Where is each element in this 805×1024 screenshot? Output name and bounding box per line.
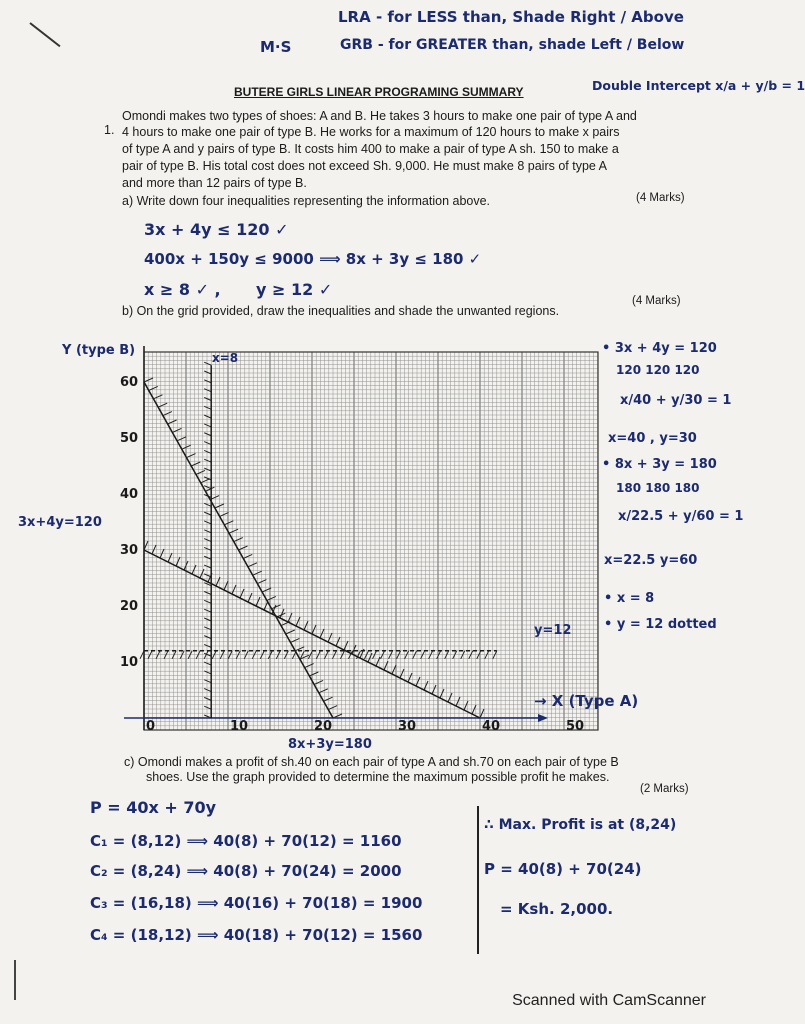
x-tick-label: 20	[314, 719, 333, 734]
hatch-line-1	[304, 621, 308, 630]
hatch-x8	[204, 442, 211, 445]
conclusion-3: = Ksh. 2,000.	[500, 900, 614, 918]
corner-c3: C₃ = (16,18) ⟹ 40(16) + 70(18) = 1900	[90, 894, 423, 912]
part-c-line-1: c) Omondi makes a profit of sh.40 on each pair of type A and sh.70 on each pair of type B	[124, 755, 619, 769]
hatch-x8	[204, 486, 211, 489]
hatch-y12	[340, 651, 344, 659]
hatch-x8	[204, 530, 211, 533]
hatch-y12	[461, 651, 465, 659]
hatch-line-1	[232, 585, 236, 594]
hatch-y12	[172, 651, 176, 659]
hatch-y12	[437, 651, 441, 659]
hatch-y12	[284, 651, 288, 659]
hatch-x8	[204, 706, 211, 709]
rule-lra: LRA - for LESS than, Shade Right / Above	[338, 8, 684, 26]
note-line-10: • y = 12 dotted	[604, 617, 717, 632]
hatch-line-1	[416, 677, 420, 686]
note-line-5: • 8x + 3y = 180	[602, 457, 717, 472]
part-b-marks: (4 Marks)	[632, 295, 681, 307]
hatch-x8	[204, 459, 211, 462]
hatch-line-1	[472, 705, 476, 714]
hatch-x8	[204, 662, 211, 665]
note-line-4: x=40 , y=30	[608, 431, 697, 446]
question-line-3: of type A and y pairs of type B. It costs him 400 to make a pair of type A sh. 150 to make a	[122, 142, 619, 156]
inequality-4: y ≥ 12 ✓	[256, 280, 333, 299]
hatch-y12	[316, 651, 320, 659]
note-line-1: • 3x + 4y = 120	[602, 341, 717, 356]
hatch-line-1	[400, 669, 404, 678]
hatch-x8	[204, 609, 211, 612]
note-line-8: x=22.5 y=60	[604, 553, 698, 568]
y-tick-label: 40	[120, 487, 139, 502]
hatch-y12	[373, 651, 377, 659]
corner-c1: C₁ = (8,12) ⟹ 40(8) + 70(12) = 1160	[90, 832, 402, 850]
y-tick-label: 60	[120, 375, 139, 390]
hatch-line-1	[256, 597, 260, 606]
hatch-line-1	[424, 681, 428, 690]
x-tick-label: 30	[398, 719, 417, 734]
hatch-y12	[148, 651, 152, 659]
question-number: 1.	[104, 123, 115, 137]
hatch-x8	[204, 697, 211, 700]
hatch-y12	[493, 651, 497, 659]
hatch-y12	[413, 651, 417, 659]
page-title: BUTERE GIRLS LINEAR PROGRAMING SUMMARY	[234, 85, 524, 99]
inequality-1: 3x + 4y ≤ 120 ✓	[144, 220, 289, 239]
x-tick-label: 50	[566, 719, 585, 734]
hatch-x8	[204, 521, 211, 524]
hatch-line-1	[168, 553, 172, 562]
hatch-y12	[196, 651, 200, 659]
conclusion-2: P = 40(8) + 70(24)	[484, 860, 642, 878]
hatch-x8	[204, 424, 211, 427]
question-line-2: 4 hours to make one pair of type B. He works for a maximum of 120 hours to make x pairs	[122, 125, 620, 139]
hatch-x8	[204, 433, 211, 436]
hatch-line-1	[248, 593, 252, 602]
hatch-x8	[204, 600, 211, 603]
hatch-y12	[324, 651, 328, 659]
hatch-y12	[445, 651, 449, 659]
question-line-1: Omondi makes two types of shoes: A and B. He takes 3 hours to make one pair of type A and	[122, 109, 637, 123]
hatch-y12	[429, 651, 433, 659]
x8-label: x=8	[212, 351, 239, 365]
hatch-y12	[228, 651, 232, 659]
hatch-line-1	[224, 581, 228, 590]
hatch-x8	[204, 389, 211, 392]
shading-hatches	[140, 362, 497, 718]
part-c-line-2: shoes. Use the graph provided to determine the maximum possible profit he makes.	[146, 770, 610, 784]
x-tick-label: 10	[230, 719, 249, 734]
hatch-y12	[236, 651, 240, 659]
hatch-x8	[204, 680, 211, 683]
hatch-y12	[252, 651, 256, 659]
part-b-prompt: b) On the grid provided, draw the inequalities and shade the unwanted regions.	[122, 304, 560, 318]
note-line-3: x/40 + y/30 = 1	[620, 393, 732, 408]
hatch-x8	[204, 592, 211, 595]
hatch-x8	[204, 397, 211, 400]
hatch-y12	[405, 651, 409, 659]
double-intercept-note: Double Intercept x/a + y/b = 1	[592, 78, 805, 93]
inequality-3: x ≥ 8 ✓ ,	[144, 280, 221, 299]
y12-label: y=12	[534, 623, 572, 638]
profit-function: P = 40x + 70y	[90, 798, 217, 817]
hatch-y12	[180, 651, 184, 659]
hatch-y12	[260, 651, 264, 659]
x-tick-label: 0	[146, 719, 156, 734]
scanner-footer: Scanned with CamScanner	[512, 992, 706, 1009]
note-line-2: 120 120 120	[616, 363, 700, 377]
note-line-6: 180 180 180	[616, 481, 700, 495]
y-tick-label: 10	[120, 655, 139, 670]
hatch-x8	[204, 689, 211, 692]
corner-c2: C₂ = (8,24) ⟹ 40(8) + 70(24) = 2000	[90, 862, 402, 880]
line-2-label: 8x+3y=180	[288, 737, 372, 752]
hatch-line-1	[480, 709, 484, 718]
hatch-x8	[204, 415, 211, 418]
corner-c4: C₄ = (18,12) ⟹ 40(18) + 70(12) = 1560	[90, 926, 423, 944]
hatch-x8	[204, 618, 211, 621]
conclusion-1: ∴ Max. Profit is at (8,24)	[484, 817, 677, 833]
hatch-x8	[204, 574, 211, 577]
hatch-x8	[204, 636, 211, 639]
y-tick-label: 50	[120, 431, 139, 446]
series-line	[144, 382, 333, 718]
question-line-4: pair of type B. His total cost does not exceed Sh. 9,000. He must make 8 pairs of type A	[122, 159, 607, 173]
y-tick-label: 30	[120, 543, 139, 558]
hatch-x8	[204, 547, 211, 550]
rule-grb: GRB - for GREATER than, shade Left / Below	[340, 37, 685, 53]
x-tick-label: 40	[482, 719, 501, 734]
hatch-x8	[204, 512, 211, 515]
part-a-prompt: a) Write down four inequalities representing the information above.	[122, 194, 491, 208]
hatch-x8	[204, 371, 211, 374]
hatch-x8	[204, 565, 211, 568]
graph-grid	[144, 352, 598, 730]
note-line-9: • x = 8	[604, 591, 655, 606]
hatch-y12	[469, 651, 473, 659]
question-line-5: and more than 12 pairs of type B.	[122, 176, 307, 190]
hatch-line-1	[344, 641, 348, 650]
axis-ticks	[120, 375, 584, 734]
answer-divider	[477, 806, 479, 954]
hatch-y12	[381, 651, 385, 659]
inequality-2: 400x + 150y ≤ 9000 ⟹ 8x + 3y ≤ 180 ✓	[144, 250, 482, 268]
part-c-marks: (2 Marks)	[640, 783, 689, 795]
x-axis-label: → X (Type A)	[534, 692, 639, 710]
hatch-line-1	[336, 637, 340, 646]
hatch-y12	[164, 651, 168, 659]
hatch-line-1	[392, 665, 396, 674]
part-a-marks: (4 Marks)	[636, 192, 685, 204]
y-axis-label: Y (type B)	[62, 343, 136, 358]
line-1-label: 3x+4y=120	[18, 515, 102, 530]
hatch-line-1	[176, 557, 180, 566]
ms-label: M·S	[260, 38, 292, 56]
hatch-x8	[204, 503, 211, 506]
note-line-7: x/22.5 + y/60 = 1	[618, 509, 744, 524]
y-tick-label: 20	[120, 599, 139, 614]
hatch-line-1	[312, 625, 316, 634]
